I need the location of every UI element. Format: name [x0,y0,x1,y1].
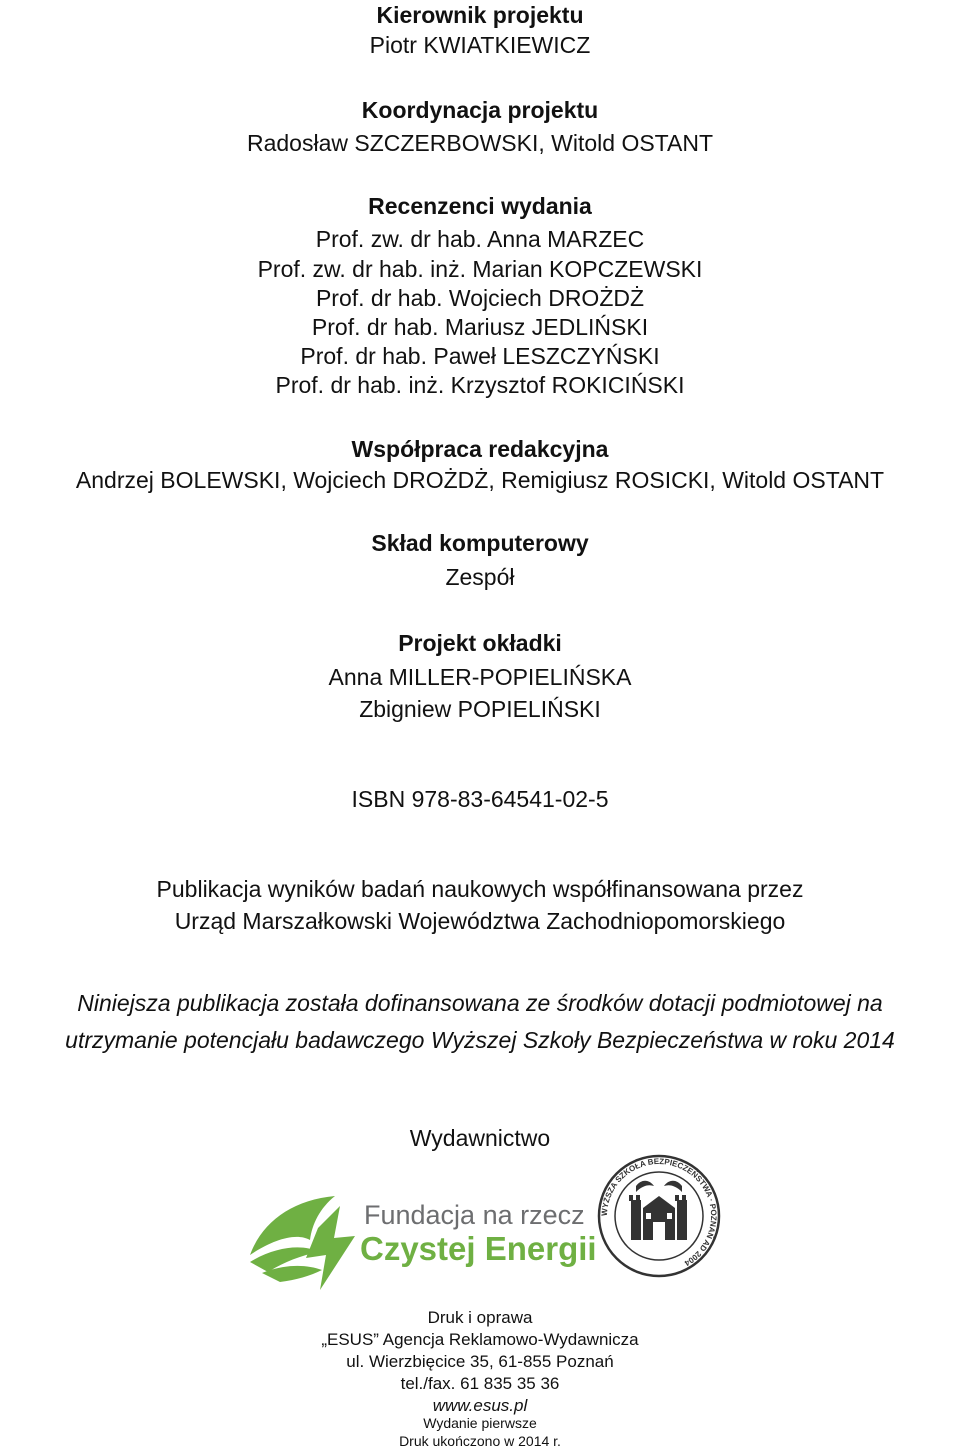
reviewer-name: Prof. zw. dr hab. inż. Marian KOPCZEWSKI [257,256,703,282]
reviewer-name: Prof. zw. dr hab. Anna MARZEC [315,226,645,252]
edition: Wydanie pierwsze [423,1415,537,1431]
eagle-icon [636,1181,682,1192]
printing-website[interactable]: www.esus.pl [432,1396,528,1415]
editorial-heading: Współpraca redakcyjna [351,436,609,462]
publisher-heading: Wydawnictwo [409,1125,551,1151]
subsidy-line: Niniejsza publikacja została dofinansowana ze środków dotacji podmiotowej na [77,990,883,1016]
coordination-heading: Koordynacja projektu [361,97,599,123]
print-completed: Druk ukończono w 2014 r. [399,1433,561,1449]
project-lead-heading: Kierownik projektu [376,2,584,28]
project-lead-name: Piotr KWIATKIEWICZ [369,32,591,58]
leaf-icon [250,1196,355,1290]
reviewer-name: Prof. dr hab. Wojciech DROŻDŻ [315,285,645,311]
typesetting-heading: Skład komputerowy [371,530,589,556]
printing-heading: Druk i oprawa [427,1308,533,1327]
fundacja-logo [250,1196,597,1290]
typesetting-names: Zespół [445,564,515,590]
reviewer-name: Prof. dr hab. inż. Krzysztof ROKICIŃSKI [275,372,685,398]
seal-ring-text: WYŻSZA SZKOŁA BEZPIECZEŃSTWA · POZNAŃ AD 2004 [599,1156,719,1268]
editorial-names: Andrzej BOLEWSKI, Wojciech DROŻDŻ, Remigiusz ROSICKI, Witold OSTANT [75,467,885,493]
cover-heading: Projekt okładki [398,630,562,656]
subsidy-line: utrzymanie potencjału badawczego Wyższej Szkoły Bezpieczeństwa w roku 2014 [65,1027,895,1053]
isbn: ISBN 978-83-64541-02-5 [351,786,609,812]
coordination-names: Radosław SZCZERBOWSKI, Witold OSTANT [246,130,714,156]
castle-icon [629,1195,687,1240]
funding-line: Urząd Marszałkowski Województwa Zachodniopomorskiego [174,908,786,934]
printing-address: ul. Wierzbięcice 35, 61-855 Poznań [346,1352,614,1371]
fundacja-line1: Fundacja na rzecz [364,1200,585,1230]
printing-company: „ESUS” Agencja Reklamowo-Wydawnicza [321,1330,639,1349]
printing-phone: tel./fax. 61 835 35 36 [400,1374,560,1393]
reviewers-heading: Recenzenci wydania [368,193,592,219]
cover-designer: Zbigniew POPIELIŃSKI [359,696,601,722]
reviewer-name: Prof. dr hab. Paweł LESZCZYŃSKI [300,343,660,369]
university-seal [599,1156,719,1276]
funding-line: Publikacja wyników badań naukowych współfinansowana przez [156,876,804,902]
fundacja-line2: Czystej Energii [360,1230,597,1267]
cover-designer: Anna MILLER-POPIELIŃSKA [328,664,632,690]
reviewer-name: Prof. dr hab. Mariusz JEDLIŃSKI [311,314,649,340]
